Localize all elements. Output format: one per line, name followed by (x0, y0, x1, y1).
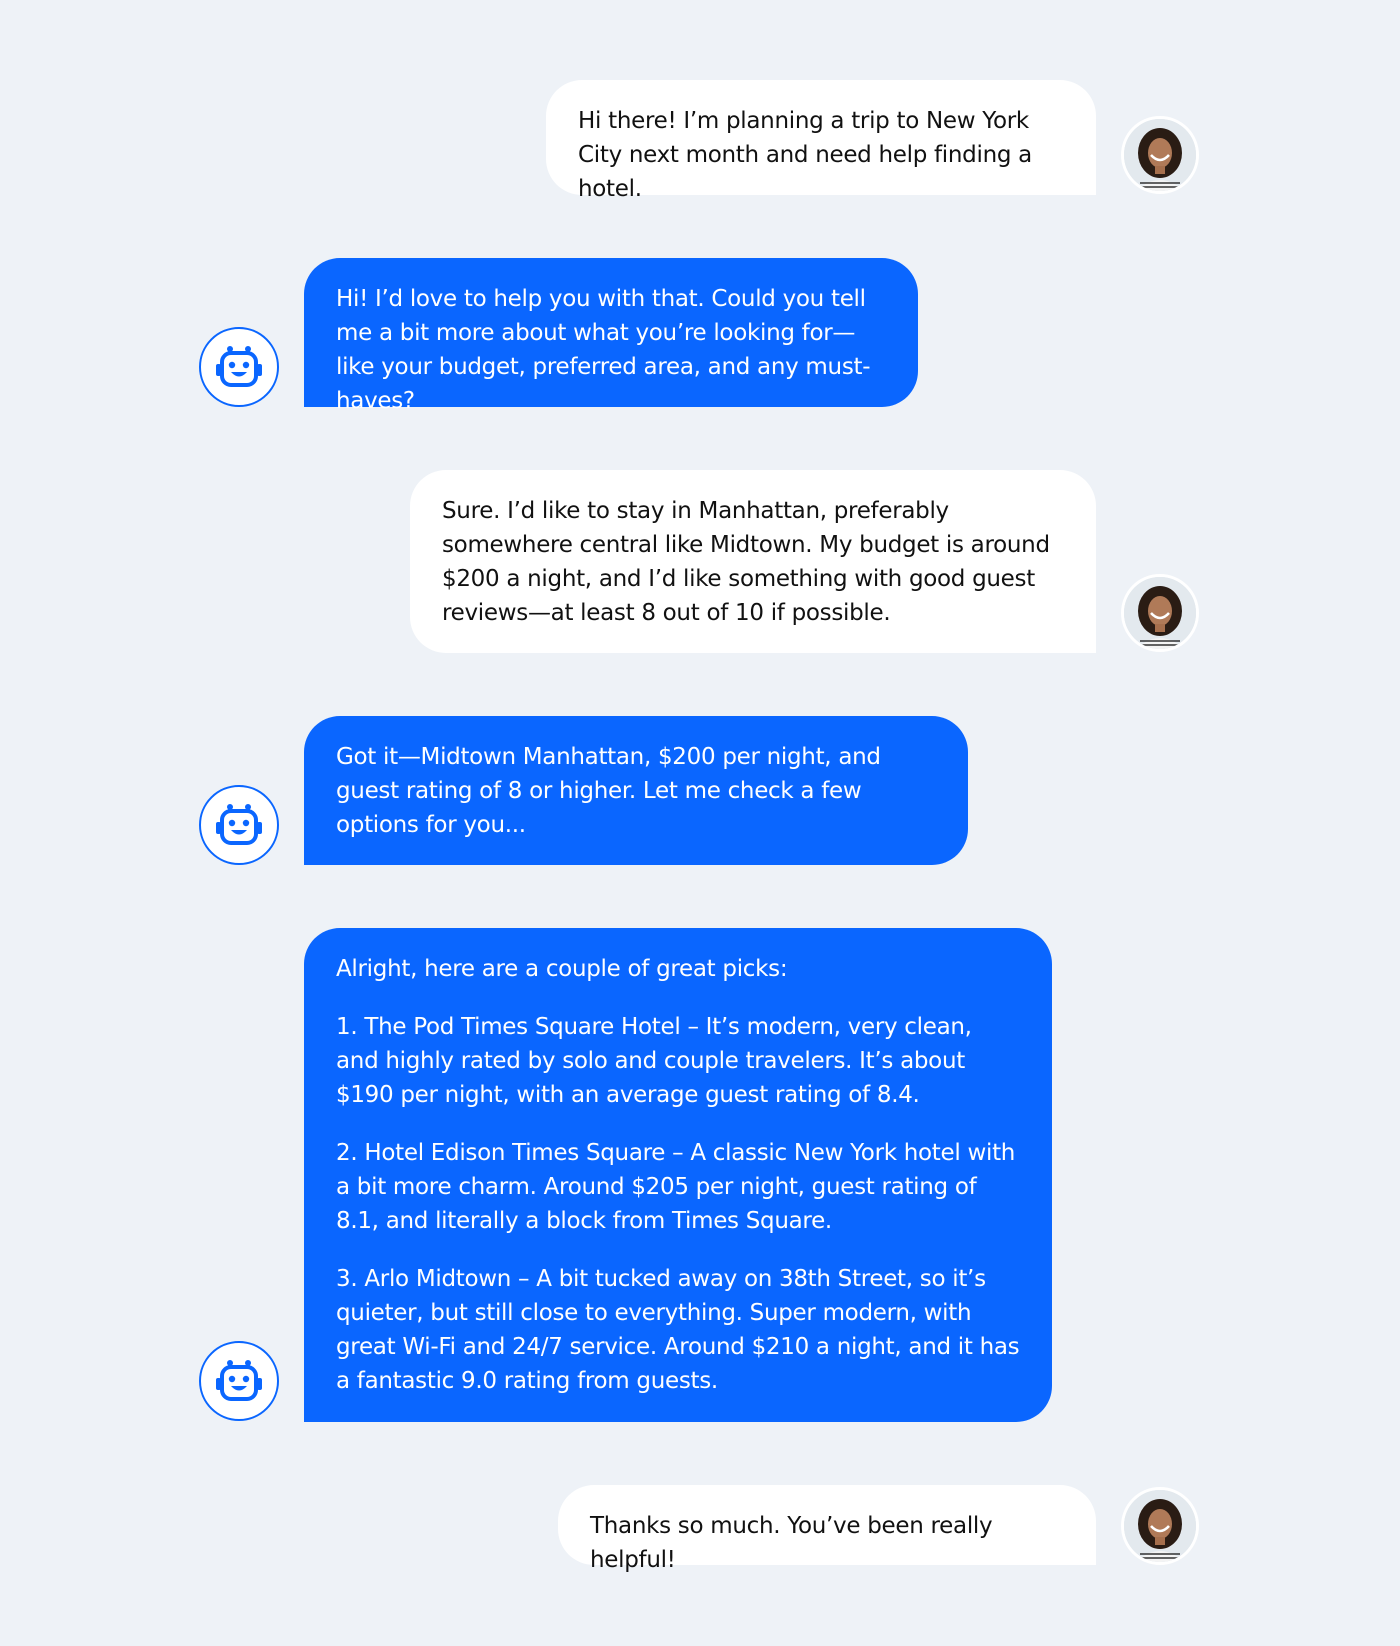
user-avatar (1121, 574, 1199, 652)
robot-icon (216, 803, 262, 847)
user-avatar-photo-icon (1124, 1490, 1196, 1562)
message-text: Hi there! I’m planning a trip to New York City next month and need help finding a hotel. (578, 108, 1032, 202)
bot-avatar (199, 327, 279, 407)
bot-message-bubble (304, 928, 1052, 1422)
message-text: Got it—Midtown Manhattan, $200 per night, and guest rating of 8 or higher. Let me check a few options for you... (336, 744, 881, 838)
bot-message-bubble (304, 716, 968, 865)
user-message-bubble (558, 1485, 1096, 1573)
bot-avatar (199, 1341, 279, 1421)
user-avatar-photo-icon (1124, 577, 1196, 649)
user-avatar-photo-icon (1124, 119, 1196, 191)
message-text: Alright, here are a couple of great picks: (336, 956, 788, 982)
robot-icon (216, 1359, 262, 1403)
robot-icon (216, 345, 262, 389)
message-text: Sure. I’d like to stay in Manhattan, preferably somewhere central like Midtown. My budget is around $200 a night, and I’d like something with good guest reviews—at least 8 out of 10 if possible. (442, 498, 1050, 626)
user-message-bubble (410, 470, 1096, 653)
bot-message-bubble (304, 258, 918, 414)
user-avatar (1121, 1487, 1199, 1565)
message-text: 3. Arlo Midtown – A bit tucked away on 38th Street, so it’s quieter, but still close to everything. Super modern, with great Wi-Fi and 24/7 service. Around $210 a night, and it has a fantastic 9.0 rating from guests. (336, 1266, 1020, 1394)
user-message-bubble (546, 80, 1096, 202)
user-avatar (1121, 116, 1199, 194)
bot-avatar (199, 785, 279, 865)
message-text: Thanks so much. You’ve been really helpful! (590, 1513, 993, 1573)
message-text: 1. The Pod Times Square Hotel – It’s modern, very clean, and highly rated by solo and couple travelers. It’s about $190 per night, with an average guest rating of 8.4. (336, 1014, 972, 1108)
message-text: 2. Hotel Edison Times Square – A classic New York hotel with a bit more charm. Around $205 per night, guest rating of 8.1, and literally a block from Times Square. (336, 1140, 1016, 1234)
message-text: Hi! I’d love to help you with that. Could you tell me a bit more about what you’re looking for—like your budget, preferred area, and any must-haves? (336, 286, 871, 414)
